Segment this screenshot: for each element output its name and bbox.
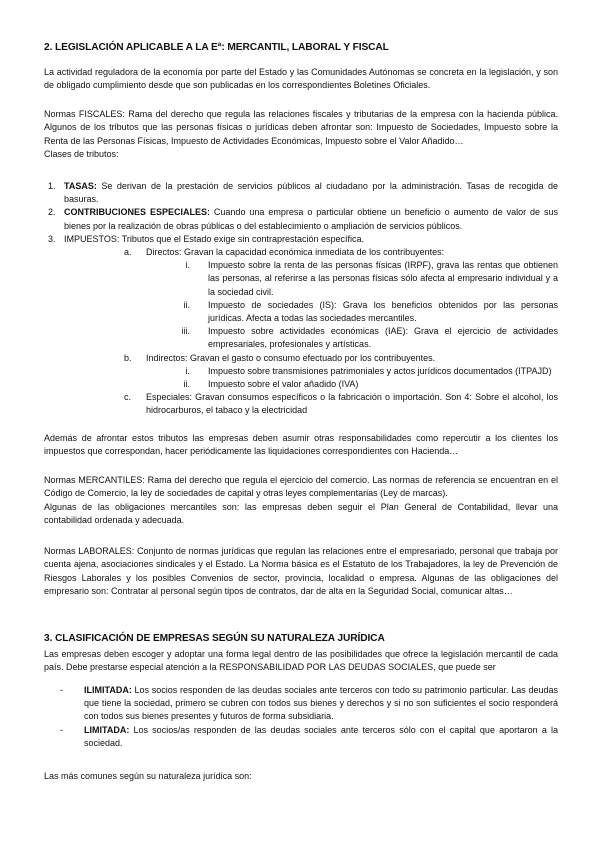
item-number: i.	[185, 365, 190, 376]
list-item	[44, 206, 558, 232]
item-text: Cuando una empresa o particular obtiene un beneficio o aumento de valor de sus bienes por la realización de obras públicas o del establecimiento o ampliación de servicios públicos.	[64, 207, 558, 231]
list-item	[170, 378, 558, 391]
list-item	[170, 365, 558, 378]
list-item	[170, 299, 558, 325]
item-number: c.	[124, 392, 132, 403]
laborales-paragraph	[44, 545, 558, 599]
item-text: Directos: Gravan la capacidad económica inmediata de los contribuyentes:	[146, 247, 445, 258]
intro-emphasis: RESPONSABILIDAD POR LAS DEUDAS SOCIALES	[219, 662, 434, 673]
list-item	[124, 352, 558, 365]
bullet-dash: -	[60, 724, 63, 735]
ademas-paragraph: Además de afrontar estos tributos las empresas deben asumir otras responsabilidades como repercutir a los clientes los impuestos que correspondan, hacer periódicamente las liquidaciones correspondientes con Hacienda…	[44, 433, 558, 457]
mercantiles-obligaciones: Algunas de las obligaciones mercantiles son: las empresas deben seguir el Plan General de Contabilidad, llevar una contabilidad ordenada y adecuada.	[44, 501, 558, 526]
fiscal-label: Normas FISCALES:	[44, 109, 125, 119]
item-text: Impuesto sobre el valor añadido (IVA)	[208, 379, 359, 390]
responsabilidad-list	[44, 684, 558, 750]
item-number: ii.	[183, 379, 190, 390]
mercantiles-paragraph	[44, 474, 558, 528]
item-text: Especiales: Gravan consumos específicos o la fabricación o importación. Son 4: Sobre el alcohol, los hidrocarburos, el tabaco y la electricidad	[146, 392, 558, 416]
item-number: b.	[124, 352, 132, 363]
list-item	[124, 246, 558, 259]
item-text: Impuesto sobre actividades económicas (IAE): Grava el ejercicio de actividades empresariales, profesionales y artísticas.	[208, 326, 558, 350]
list-item	[44, 180, 558, 206]
bullet-dash: -	[60, 685, 63, 695]
tributos-list	[44, 180, 558, 418]
item-number: 1.	[48, 181, 56, 191]
intro-paragraph: La actividad reguladora de la economía por parte del Estado y las Comunidades Autónomas se concreta en la legislación, y son de obligado cumplimiento desde que son publicadas en los correspondientes Boletines Oficiales.	[44, 67, 558, 91]
item-text: Impuesto sobre la renta de las personas físicas (IRPF), grava las rentas que obtienen las personas, al referirse a las personas físicas sólo afecta al empresario individual y a la sociedad civil.	[208, 260, 558, 297]
item-label: LIMITADA:	[84, 724, 130, 735]
intro-text: Las empresas deben escoger y adoptar una forma legal dentro de las posibilidades que ofrece la legislación mercantil de cada país. Debe prestarse especial atención a la	[44, 649, 558, 673]
mercantiles-label: Normas MERCANTILES:	[44, 475, 145, 485]
item-text: Impuesto sobre transmisiones patrimoniales y actos jurídicos documentados (ITPAJD)	[208, 365, 552, 376]
item-text: Indirectos: Gravan el gasto o consumo efectuado por los contribuyentes.	[146, 352, 436, 363]
item-number: a.	[124, 247, 132, 258]
item-number: 2.	[48, 207, 56, 218]
section-3-intro	[44, 648, 558, 675]
item-text: Los socios/as responden de las deudas sociales ante terceros sólo con el capital que aportaron a la sociedad.	[84, 724, 558, 748]
item-number: iii.	[181, 326, 190, 337]
fiscal-paragraph	[44, 108, 558, 162]
item-text: Se derivan de la prestación de servicios públicos al ciudadano por la administración. Tasas de recogida de basuras.	[64, 181, 558, 205]
item-label: ILIMITADA:	[84, 685, 132, 695]
list-item	[170, 259, 558, 299]
laborales-text: Conjunto de normas jurídicas que regulan las relaciones entre el empresariado, personal que trabaja por cuenta ajena, asociaciones sindicales y el Estado. La Norma básica es el Estatuto de los Trabajadores, la ley de Prevención de Riesgos Laborales y los posibles Convenios de sector, provincia, localidad o empresa. Algunas de las obligaciones del empresario son: Contratar al personal según tipos de contratos, dar de alta en la Seguridad Social, comunicar altas…	[44, 546, 558, 597]
list-item	[60, 684, 558, 724]
section-3-heading: 3. CLASIFICACIÓN DE EMPRESAS SEGÚN SU NATURALEZA JURÍDICA	[44, 633, 385, 644]
item-label: CONTRIBUCIONES ESPECIALES:	[64, 207, 210, 218]
item-number: i.	[185, 260, 190, 271]
item-label: TASAS:	[64, 181, 97, 191]
list-item	[60, 724, 558, 750]
item-label: IMPUESTOS:	[64, 233, 120, 244]
mercantiles-text: Rama del derecho que regula el ejercicio del comercio. Las normas de referencia se encuentran en el Código de Comercio, la ley de sociedades de capital y otras leyes complementarias (Ley de marcas).	[44, 475, 558, 499]
item-number: ii.	[183, 299, 190, 310]
clases-label: Clases de tributos:	[44, 149, 119, 160]
item-text: Impuesto de sociedades (IS): Grava los beneficios obtenidos por las personas jurídicas. Afecta a todas las sociedades mercantiles.	[208, 299, 558, 324]
final-line: Las más comunes según su naturaleza jurídica son:	[44, 771, 252, 781]
list-item	[170, 325, 558, 351]
laborales-label: Normas LABORALES:	[44, 546, 135, 556]
fiscal-text: Rama del derecho que regula las relaciones fiscales y tributarias de la empresa con la hacienda pública. Algunos de los tributos que las personas físicas o jurídicas deben afrontar son: Impuesto de Sociedades, Impuesto sobre la Renta de las Personas Físicas, Impuesto de Actividades Económicas, Impuesto sobre el Valor Añadido…	[44, 109, 558, 146]
section-2-heading: 2. LEGISLACIÓN APLICABLE A LA Eª: MERCANTIL, LABORAL Y FISCAL	[44, 42, 389, 53]
intro-text-end: , que puede ser	[433, 662, 496, 673]
item-number: 3.	[48, 233, 56, 244]
item-text: Los socios responden de las deudas sociales ante terceros con todo su patrimonio particular. Las deudas que tiene la sociedad, primero se cubren con todos sus bienes y derechos y si no son suficientes el socio responderá con todos sus bienes presentes y futuros de forma subsidiaria.	[84, 685, 558, 722]
list-item	[124, 391, 558, 417]
list-item	[44, 233, 558, 246]
item-text: Tributos que el Estado exige sin contraprestación específica.	[119, 233, 364, 244]
